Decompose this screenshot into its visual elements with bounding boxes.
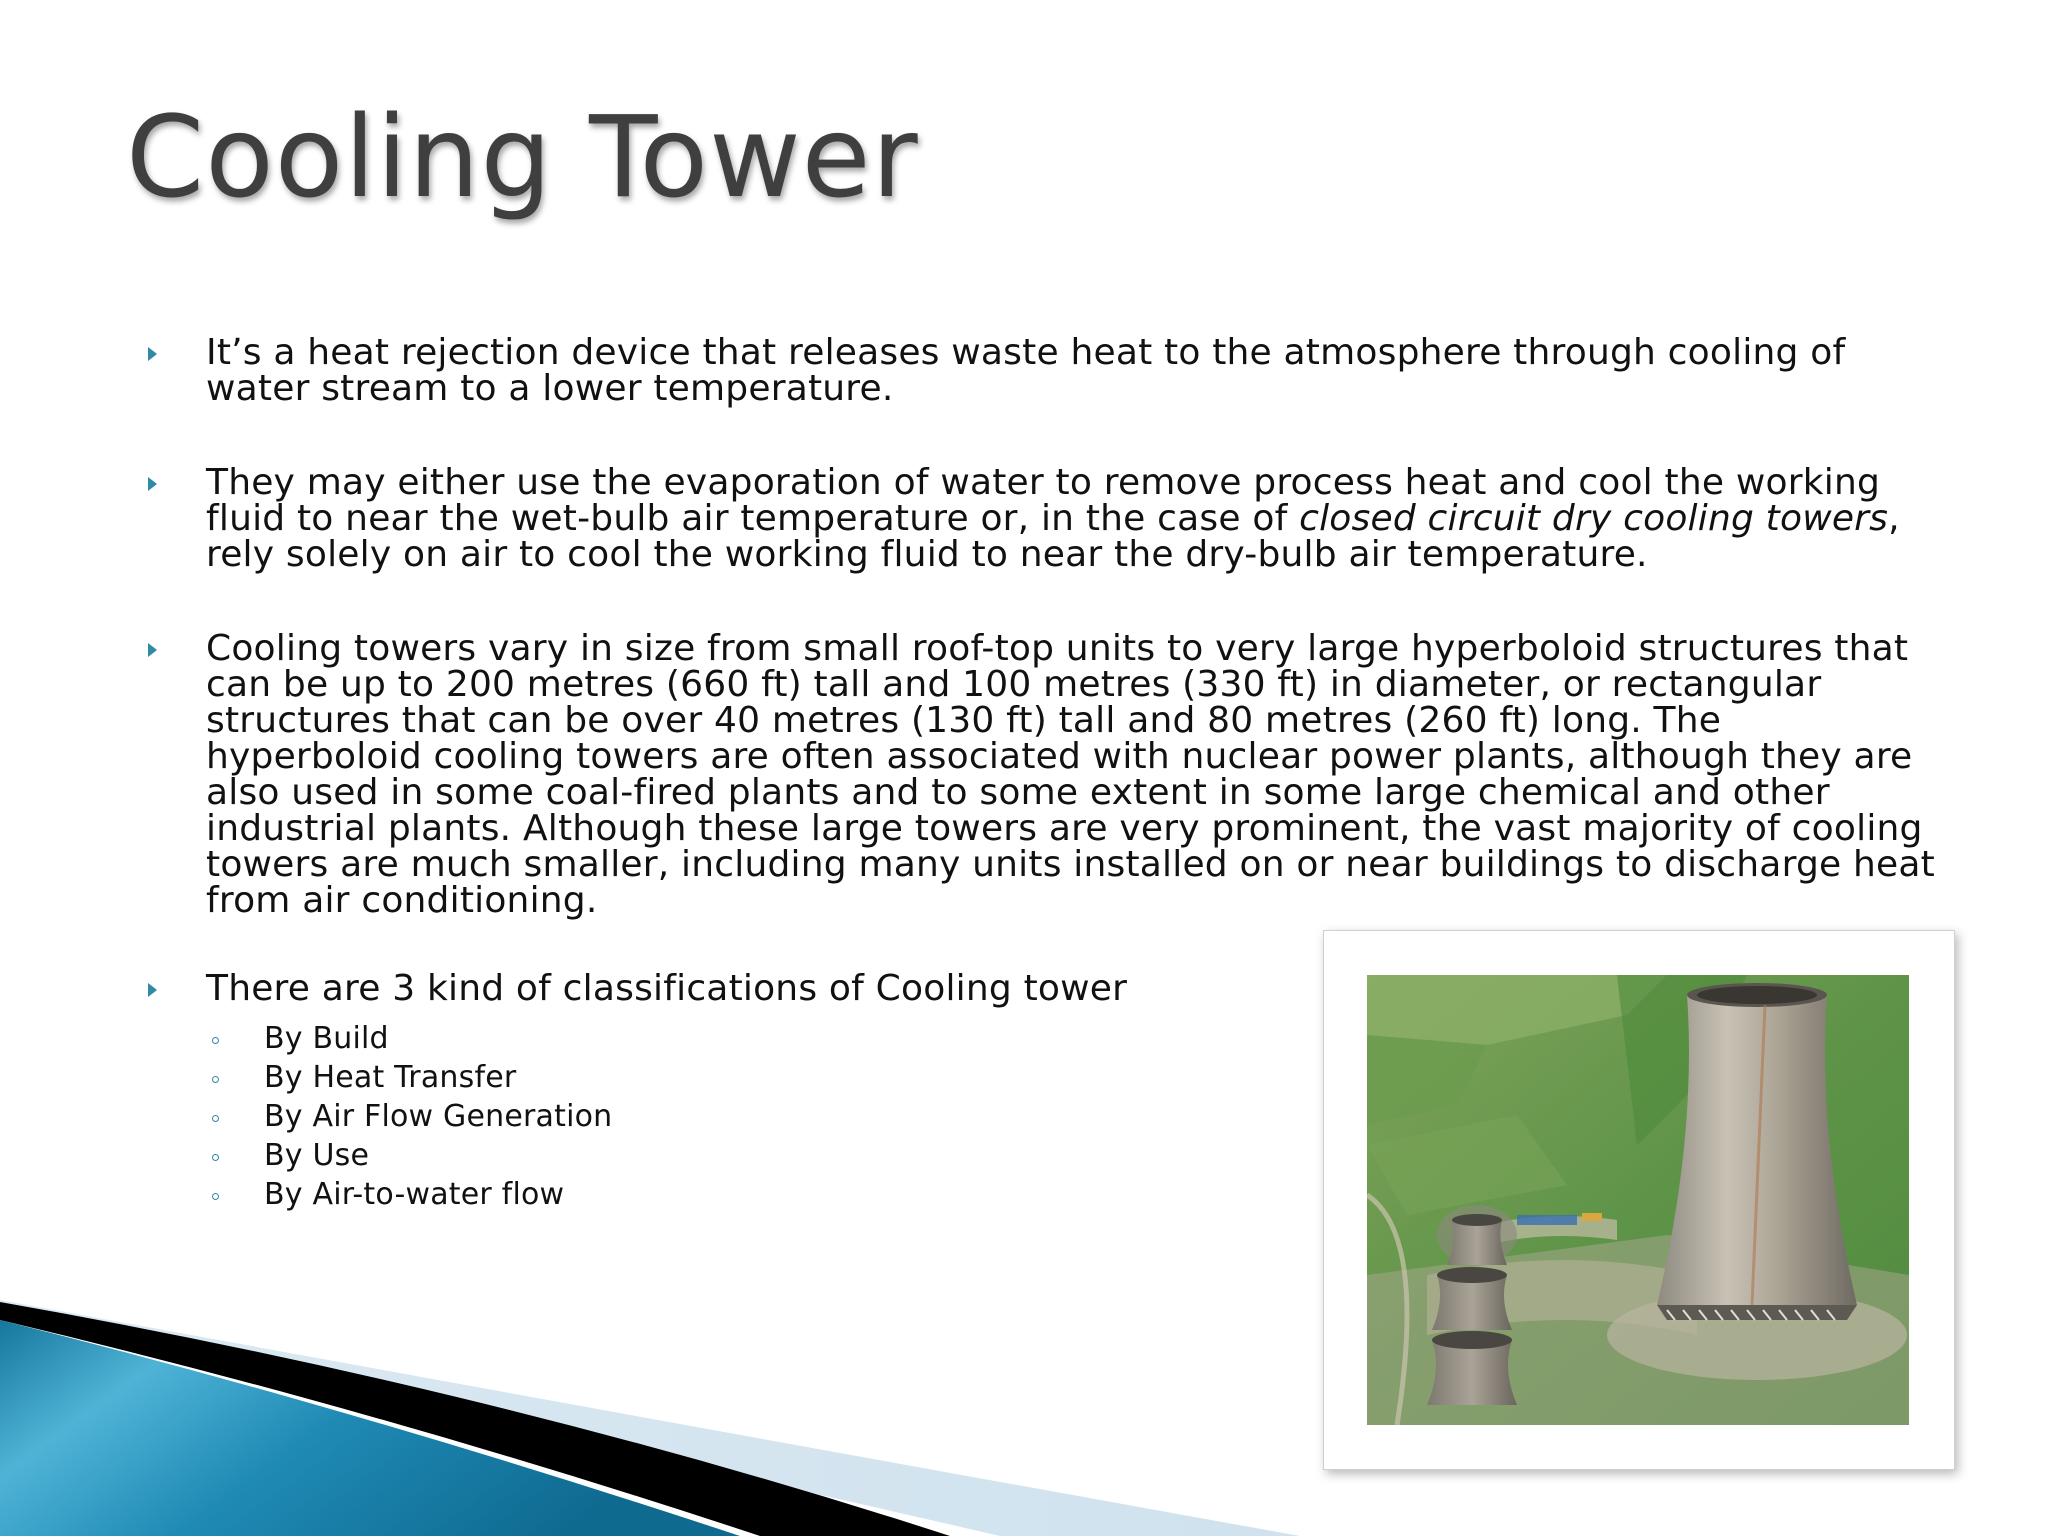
ring-bullet-icon (212, 1115, 219, 1122)
bullet-text: There are 3 kind of classifications of Cooling tower (206, 968, 1128, 1009)
bullet-text: It’s a heat rejection device that releases waste heat to the atmosphere through cooling of water stream to a lower temperature. (206, 332, 1846, 409)
list-item: By Use (206, 1136, 1940, 1175)
bullet-item (140, 332, 1940, 409)
ring-bullet-icon (212, 1076, 219, 1083)
slide-title: Cooling Tower (126, 93, 919, 223)
list-item: By Build (206, 1019, 1940, 1058)
list-item: By Heat Transfer (206, 1058, 1940, 1097)
decorative-swoosh (0, 1290, 1300, 1536)
triangle-arrow-icon (148, 643, 157, 657)
bullet-text-start: They may either use the evaporation of water to remove process heat and cool the working fluid to near the wet-bulb air temperature or, in the case of (206, 462, 1881, 539)
ring-bullet-icon (212, 1037, 219, 1044)
cooling-tower-photo (1367, 975, 1909, 1425)
ring-bullet-icon (212, 1193, 219, 1200)
triangle-arrow-icon (148, 477, 157, 491)
photo-frame (1323, 930, 1955, 1470)
bullet-text: Cooling towers vary in size from small roof-top units to very large hyperboloid structures that can be up to 200 metres (660 ft) tall and 100 metres (330 ft) in diameter, or rectangular structures that can be over 40 metres (130 ft) tall and 80 metres (260 ft) long. The hyperboloid cooling towers are often associated with nuclear power plants, although they are also used in some coal-fired plants and to some extent in some large chemical and other industrial plants. Although these large towers are very prominent, the vast majority of cooling towers are much smaller, including many units installed on or near buildings to discharge heat from air conditioning. (206, 628, 1935, 921)
bullet-item (140, 462, 1940, 575)
triangle-arrow-icon (148, 983, 157, 997)
bullet-text-italic: closed circuit dry cooling towers (1299, 498, 1889, 539)
bullet-text-end: , rely solely on air to cool the working fluid to near the dry-bulb air temperature. (206, 498, 1900, 575)
list-item: By Air Flow Generation (206, 1097, 1940, 1136)
bullet-item (140, 628, 1940, 921)
list-item: By Air-to-water flow (206, 1175, 1940, 1214)
ring-bullet-icon (212, 1154, 219, 1161)
triangle-arrow-icon (148, 347, 157, 361)
